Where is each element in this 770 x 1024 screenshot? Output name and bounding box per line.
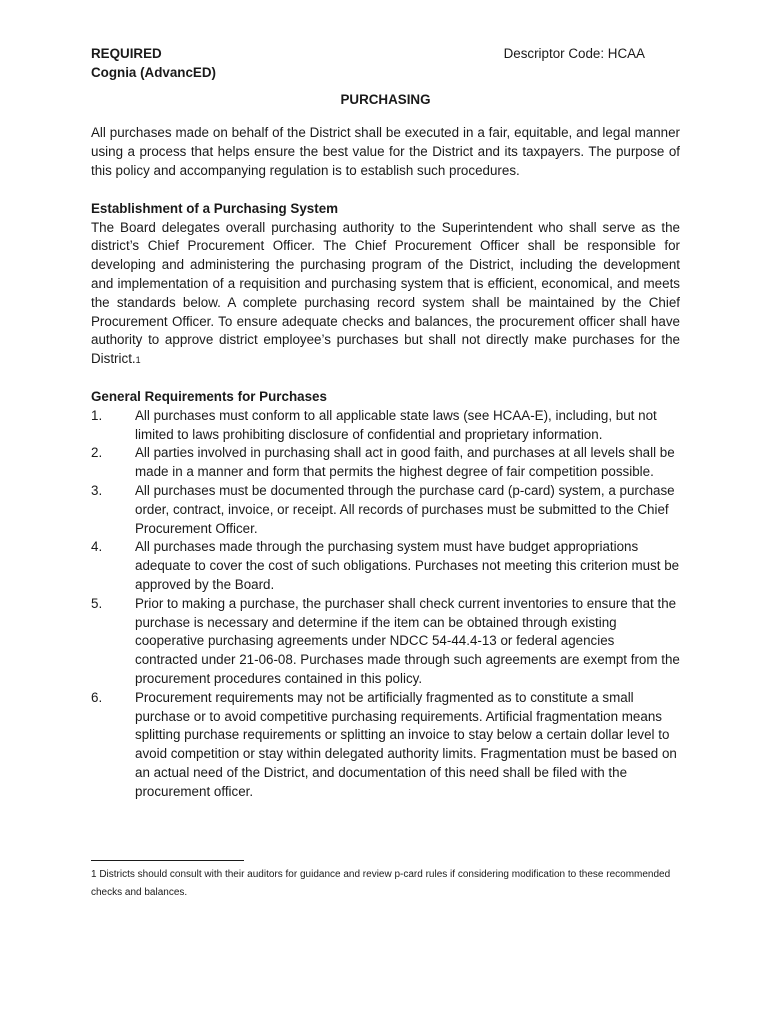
list-item-text: All purchases must be documented through the purchase card (p-card) system, a purchase order, contract, invoice, or receipt. All records of purchases must be submitted to the Chief Procurement Officer. xyxy=(135,482,675,536)
list-item-number: 1. xyxy=(91,407,103,423)
list-item xyxy=(91,595,680,689)
list-item xyxy=(91,538,680,594)
required-label: REQUIRED xyxy=(91,46,162,61)
establishment-paragraph xyxy=(91,219,680,369)
requirements-list xyxy=(91,407,680,802)
list-item-text: Prior to making a purchase, the purchaser shall check current inventories to ensure that the purchase is necessary and determine if the item can be obtained through existing cooperative purchasing agreements under NDCC 54-44.4-13 or federal agencies contracted under 21-06-08. Purchases made through such agreements are exempt from the procurement procedures contained in this policy. xyxy=(135,595,680,686)
list-item xyxy=(91,444,680,482)
list-item-text: Procurement requirements may not be artificially fragmented as to constitute a small purchase or to avoid competitive purchasing requirements. Artificial fragmentation means splitting purchase requirements or splitting an invoice to stay below a certain dollar level to avoid competition or stay within delegated authority limits. Fragmentation must be based on an actual need of the District, and documentation of this need shall be filed with the procurement officer. xyxy=(135,689,677,799)
list-item-number: 4. xyxy=(91,539,103,555)
organization-label: Cognia (AdvancED) xyxy=(91,64,216,80)
list-item-number: 3. xyxy=(91,482,103,498)
general-requirements-heading: General Requirements for Purchases xyxy=(91,388,327,404)
list-item-number: 5. xyxy=(91,595,103,611)
list-item-number: 6. xyxy=(91,689,103,705)
establishment-body: The Board delegates overall purchasing authority to the Superintendent who shall serve as the district’s Chief Procurement Officer. The Chief Procurement Officer shall be responsible for developing and administering the purchasing program of the District, including the development and implementation of a requisition and purchasing system that is efficient, economical, and meets the standards below. A complete purchasing record system shall be maintained by the Chief Procurement Officer. To ensure adequate checks and balances, the procurement officer shall have authority to approve district employee’s purchases but shall not directly make purchases for the District. xyxy=(91,219,680,367)
establishment-heading: Establishment of a Purchasing System xyxy=(91,200,339,216)
list-item xyxy=(91,407,680,445)
footnote: 1 Districts should consult with their auditors for guidance and review p-card rules if considering modification to these recommended checks and balances. xyxy=(91,869,671,898)
list-item-text: All parties involved in purchasing shall act in good faith, and purchases at all levels shall be made in a manner and form that permits the highest degree of fair competition possible. xyxy=(135,445,675,480)
document-header xyxy=(91,45,680,64)
list-item xyxy=(91,482,680,538)
list-item-text: All purchases made through the purchasing system must have budget appropriations adequate to cover the cost of such obligations. Purchases not meeting this criterion must be approved by the Board. xyxy=(135,539,680,592)
page-title: PURCHASING xyxy=(340,91,431,107)
footnote-reference: 1 xyxy=(135,355,141,366)
footnote-divider xyxy=(91,860,244,861)
list-item-number: 2. xyxy=(91,445,103,461)
descriptor-code: Descriptor Code: HCAA xyxy=(503,46,645,61)
document-page xyxy=(91,45,680,801)
list-item xyxy=(91,689,680,802)
intro-paragraph: All purchases made on behalf of the District shall be executed in a fair, equitable, and legal manner using a process that helps ensure the best value for the District and its taxpayers. The purpose of this policy and accompanying regulation is to establish such procedures. xyxy=(91,125,680,178)
list-item-text: All purchases must conform to all applicable state laws (see HCAA-E), including, but not limited to laws prohibiting disclosure of confidential and proprietary information. xyxy=(135,407,657,442)
